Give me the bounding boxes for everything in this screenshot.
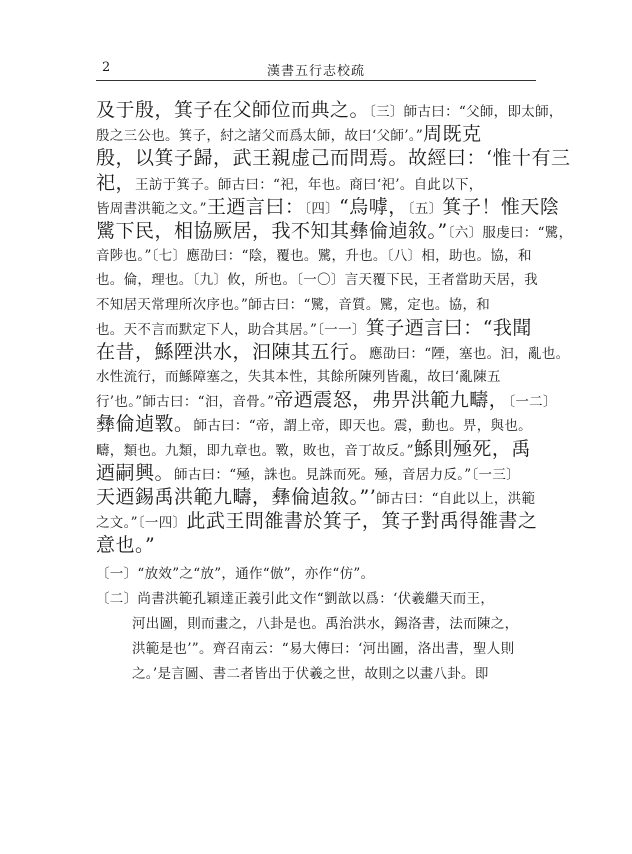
text-line bbox=[96, 146, 571, 170]
running-title: 漢書五行志校疏 bbox=[266, 64, 365, 79]
commentary-segment: 〔六〕服虔曰：“騭， bbox=[447, 224, 573, 241]
main-text-lines bbox=[96, 98, 573, 558]
page-number: 2 bbox=[102, 60, 111, 75]
footnote-line: 〔二〕尚書洪範孔穎達正義引此文作“劉歆以爲：‘伏羲繼天而王， bbox=[96, 590, 495, 607]
main-text-segment: 意也。” bbox=[96, 534, 156, 557]
commentary-segment: 音陟也。”〔七〕應劭曰：“陰，覆也。騭，升也。〔八〕相，助也。協，和 bbox=[96, 248, 532, 265]
commentary-segment: 師古曰：“帝，謂上帝，即天也。震，動也。畀，與也。 bbox=[193, 418, 532, 435]
main-text-segment: 彝倫逌斁。 bbox=[96, 413, 194, 436]
commentary-segment: 殷之三公也。箕子，紂之諸父而爲太師，故曰‘父師’。” bbox=[96, 128, 424, 145]
text-line bbox=[96, 388, 557, 412]
main-text-segment: 天迺錫禹洪範九疇，彝倫逌敘。”’ bbox=[96, 486, 377, 508]
text-line bbox=[96, 316, 541, 340]
commentary-segment: 皆周書洪範之文。” bbox=[96, 200, 207, 217]
text-line bbox=[96, 171, 541, 195]
text-line bbox=[96, 364, 541, 388]
commentary-segment: 師古曰：“祀，年也。商曰‘祀’。自此以下， bbox=[217, 176, 483, 193]
running-header bbox=[96, 58, 536, 81]
main-text-segment: 在昔，鯀陻洪水，汩陳其五行。 bbox=[96, 340, 370, 363]
footnote-line: 洪範是也’”。齊召南云：“易大傳曰：‘河出圖，洛出書，聖人則 bbox=[132, 640, 515, 657]
text-line bbox=[96, 292, 541, 316]
commentary-segment: 疇，類也。九類，即九章也。斁，敗也，音丁故反。” bbox=[96, 442, 414, 459]
text-line bbox=[96, 195, 560, 219]
commentary-segment: 師古曰：“自此以上，洪範 bbox=[376, 491, 536, 507]
main-text-segment: 箕子！惟天陰 bbox=[442, 195, 560, 218]
footnote-line: 河出圖，則而畫之，八卦是也。禹治洪水，錫洛書，法而陳之， bbox=[132, 615, 519, 632]
footnote-line: 之。’是言圖、書二者皆出于伏羲之世，故則之以畫八卦。即 bbox=[132, 665, 489, 682]
main-text-segment: 及于殷，箕子在父師位而典之。 bbox=[96, 99, 370, 121]
main-text-segment: 迺嗣興。 bbox=[96, 461, 175, 484]
text-line bbox=[96, 340, 570, 364]
commentary-segment: 王訪于箕子。 bbox=[135, 176, 218, 193]
commentary-segment: 師古曰：“殛，誅也。見誅而死。殛，音居力反。”〔一三〕 bbox=[174, 466, 520, 483]
commentary-segment: 〔四〕 bbox=[304, 200, 340, 217]
main-text-segment: 騭下民，相協厥居，我不知其彝倫逌敘。” bbox=[96, 219, 448, 242]
main-text-segment: 殷，以箕子歸，武王親虚己而問焉。故經曰：‘惟十有三 bbox=[96, 147, 571, 170]
text-line bbox=[96, 485, 541, 509]
commentary-segment: 不知居天常理所次序也。”師古曰：“騭，音質。騭，定也。協，和 bbox=[96, 296, 491, 313]
commentary-segment: 〔五〕 bbox=[407, 200, 443, 217]
main-text-segment: 帝迺震怒，弗畀洪範九疇， bbox=[274, 389, 509, 412]
commentary-segment: 也。天不言而默定下人，助合其居。”〔一一〕 bbox=[96, 321, 366, 338]
main-text-segment: 鯀則殛死，禹 bbox=[413, 437, 531, 460]
text-line bbox=[96, 98, 563, 122]
text-line bbox=[96, 533, 541, 557]
main-text-segment: 此武王問雒書於箕子，箕子對禹得雒書之 bbox=[186, 510, 538, 533]
text-line bbox=[96, 412, 541, 436]
commentary-segment: 行’也。”師古曰：“汩，音骨。” bbox=[96, 394, 275, 411]
main-text-segment: “烏嘑， bbox=[339, 195, 408, 218]
commentary-segment: 〔三〕師古曰：“父師，即太師， bbox=[369, 104, 563, 120]
commentary-segment: 應劭曰：“陻，塞也。汩，亂也。 bbox=[369, 345, 570, 362]
text-line bbox=[96, 461, 541, 485]
commentary-segment: 水性流行，而鯀障塞之，失其本性，其餘所陳列皆亂，故曰‘亂陳五 bbox=[96, 369, 501, 386]
text-line bbox=[96, 509, 541, 533]
text-line bbox=[96, 122, 541, 146]
footnote-line: 〔一〕“放效”之“放”，通作“倣”，亦作“仿”。 bbox=[96, 565, 375, 582]
text-line bbox=[96, 243, 541, 267]
main-text bbox=[96, 98, 573, 687]
main-text-segment: 祀， bbox=[96, 171, 136, 194]
commentary-segment: 〔一二〕 bbox=[508, 394, 557, 411]
footnotes bbox=[96, 562, 541, 687]
text-line bbox=[96, 267, 541, 291]
commentary-segment: 之文。”〔一四〕 bbox=[96, 515, 187, 532]
commentary-segment: 也。倫，理也。〔九〕攸，所也。〔一〇〕言天覆下民，王者當助天居，我 bbox=[96, 272, 538, 289]
main-text-segment: 周既克 bbox=[423, 123, 482, 146]
main-text-segment: 王迺言曰： bbox=[206, 195, 305, 218]
text-line bbox=[96, 219, 573, 243]
main-text-segment: 箕子迺言曰：“我聞 bbox=[365, 316, 532, 339]
text-line bbox=[96, 437, 541, 461]
